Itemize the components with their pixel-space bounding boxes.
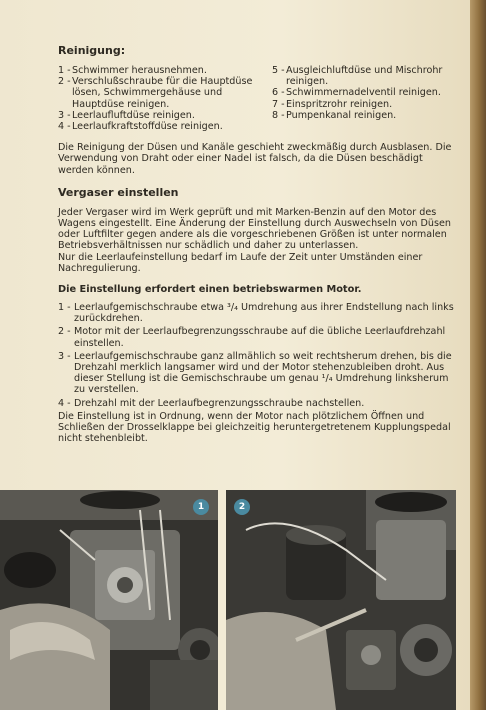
list-item: 1 - Schwimmer herausnehmen. <box>58 65 207 76</box>
list-item: 4 - Leerlaufkraftstoffdüse reinigen. <box>58 121 223 133</box>
engine-carburetor-illustration <box>0 490 218 710</box>
list-item: 6 - Schwimmernadelventil reinigen. <box>272 87 441 99</box>
engine-photo-1 <box>0 490 218 710</box>
cleaning-steps <box>58 65 456 132</box>
section-title-reinigung: Reinigung: <box>58 44 126 57</box>
adjustment-closing: Die Einstellung ist in Ordnung, wenn der Motor nach plötzlichem Öffnen und Schließen der Drosselklappe bei gleichzeitig heruntergetretenem Kupplungspedal nicht stehenbleibt. <box>58 410 451 445</box>
list-item: 3 - Leerlaufgemischschraube ganz allmählich so weit rechtsherum drehen, bis die Drehzahl merklich langsamer wird und der Motor stehenzubleiben droht. Aus dieser Stellung ist die Gemischschraube um genau ¹/₄ Umdrehung linksherum zu verstellen. <box>58 350 452 396</box>
adjustment-subtitle: Die Einstellung erfordert einen betriebswarmen Motor. <box>58 284 362 296</box>
figure-number-badge: 2 <box>234 499 250 515</box>
list-item: 2 - Motor mit der Leerlaufbegrenzungsschraube auf die übliche Leerlaufdrehzahl einstellen. <box>58 326 446 349</box>
list-item: 1 - Leerlaufgemischschraube etwa ³/₄ Umdrehung aus ihrer Endstellung nach links zurückdrehen. <box>58 302 454 325</box>
section-title-vergaser: Vergaser einstellen <box>58 185 179 199</box>
list-item: 7 - Einspritzrohr reinigen. <box>272 98 393 110</box>
list-item: 2 - Verschlußschraube für die Hauptdüse lösen, Schwimmergehäuse und Hauptdüse reinigen. <box>58 76 253 110</box>
cleaning-list-left <box>58 65 272 132</box>
adjustment-steps <box>58 302 456 409</box>
list-item: 4 - Drehzahl mit der Leerlaufbegrenzungsschraube nachstellen. <box>58 397 365 409</box>
vergaser-paragraph-1: Jeder Vergaser wird im Werk geprüft und mit Marken-Benzin auf den Motor des Wagens eingestellt. Eine Änderung der Einstellung durch Auswechseln von Düsen oder Luftfilter gegen andere als die vorgeschriebenen Größen ist unter normalen Betriebsverhältnissen nur schädlich und daher zu unterlassen. <box>58 206 451 252</box>
list-item: 8 - Pumpenkanal reinigen. <box>272 109 397 121</box>
page-text <box>58 44 456 444</box>
list-item: 5 - Ausgleichluftdüse und Mischrohr reinigen. <box>272 65 443 88</box>
cleaning-note: Die Reinigung der Düsen und Kanäle geschieht zweckmäßig durch Ausblasen. Die Verwendung von Draht oder einer Nadel ist falsch, da die Düsen beschädigt werden können. <box>58 142 452 176</box>
engine-photo-2 <box>226 490 456 710</box>
figure-number-badge: 1 <box>193 499 209 515</box>
vergaser-paragraph-2: Nur die Leerlaufeinstellung bedarf im Laufe der Zeit unter Umständen einer Nachregulierung. <box>58 251 423 274</box>
list-item: 3 - Leerlaufluftdüse reinigen. <box>58 109 195 121</box>
cleaning-list-right <box>272 65 456 132</box>
book-spine <box>470 0 486 710</box>
engine-adjustment-illustration <box>226 490 456 710</box>
